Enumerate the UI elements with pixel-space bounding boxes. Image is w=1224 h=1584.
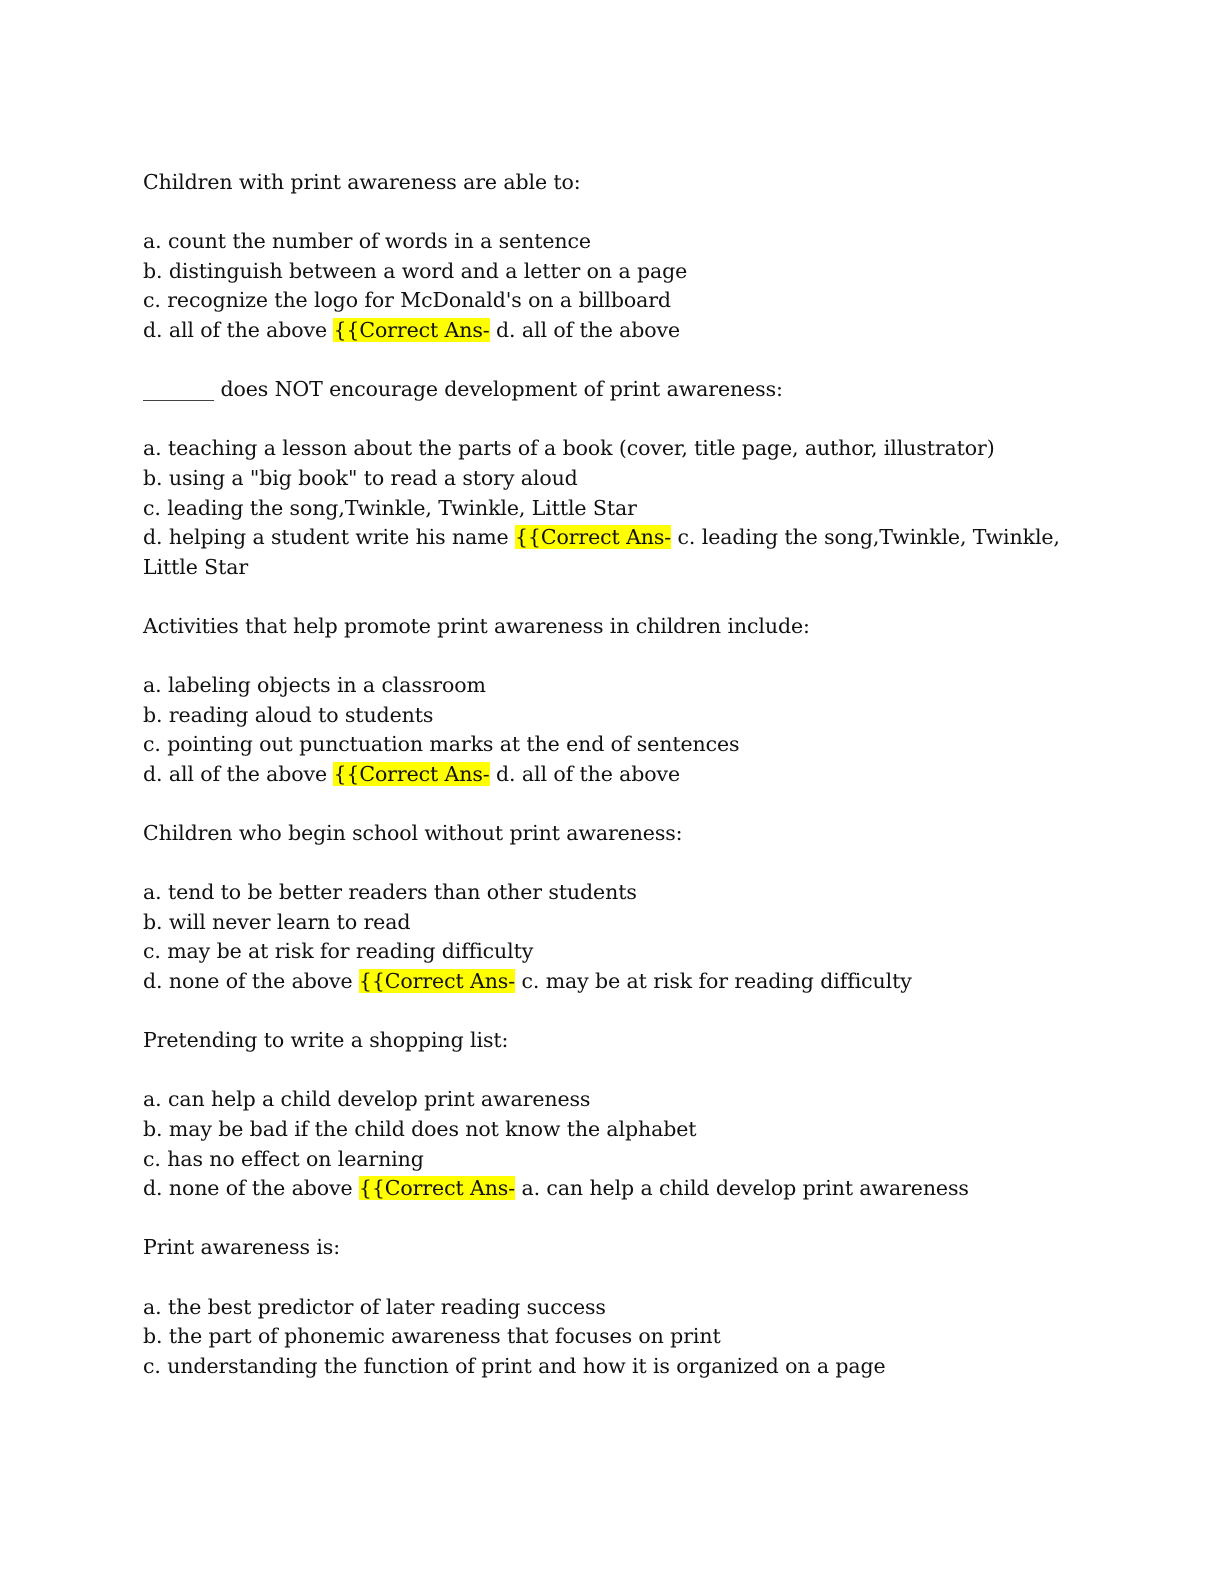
question-block [143, 1233, 1088, 1381]
correct-answer-text: d. all of the above [489, 761, 681, 786]
correct-answer-tag: {{Correct Ans- [514, 525, 672, 550]
correct-answer-tag: {{Correct Ans- [358, 1176, 516, 1201]
options-list [143, 671, 1088, 789]
option-a: a. teaching a lesson about the parts of a book (cover, title page, author, illustrator) [143, 436, 995, 461]
option-d-with-answer [143, 760, 1088, 790]
question-block [143, 612, 1088, 790]
options-list [143, 1293, 1088, 1382]
question-block [143, 819, 1088, 997]
correct-answer-tag: {{Correct Ans- [333, 317, 490, 342]
options-list [143, 1085, 1088, 1203]
option-a: a. count the number of words in a sentence [143, 229, 591, 254]
options-list [143, 227, 1088, 345]
option-c: c. pointing out punctuation marks at the end of sentences [143, 732, 740, 757]
question-text: _______ does NOT encourage development of print awareness: [143, 377, 783, 402]
correct-answer-text: a. can help a child develop print awareness [515, 1176, 969, 1201]
option-d-with-answer [143, 523, 1088, 582]
option-b: b. distinguish between a word and a letter on a page [143, 258, 688, 283]
option-a: a. the best predictor of later reading success [143, 1294, 606, 1319]
option-c: c. understanding the function of print and how it is organized on a page [143, 1353, 886, 1378]
correct-answer-text: c. may be at risk for reading difficulty [515, 969, 912, 994]
question-text: Children with print awareness are able to: [143, 170, 581, 194]
option-b: b. using a "big book" to read a story aloud [143, 465, 578, 490]
question-block [143, 375, 1088, 582]
option-c: c. leading the song,Twinkle, Twinkle, Little Star [143, 495, 637, 520]
option-c: c. recognize the logo for McDonald's on a billboard [143, 288, 671, 313]
option-d: d. all of the above [143, 317, 328, 342]
option-d: d. helping a student write his name [143, 525, 509, 550]
option-d: d. none of the above [143, 1176, 353, 1201]
option-c: c. may be at risk for reading difficulty [143, 939, 534, 964]
correct-answer-tag: {{Correct Ans- [333, 761, 490, 786]
option-d: d. all of the above [143, 761, 328, 786]
option-d-with-answer [143, 316, 1088, 346]
document-page [143, 168, 1088, 1411]
question-block [143, 168, 1088, 346]
correct-answer-tag: {{Correct Ans- [358, 969, 516, 994]
option-a: a. labeling objects in a classroom [143, 673, 486, 698]
question-text: Print awareness is: [143, 1235, 341, 1260]
option-b: b. the part of phonemic awareness that focuses on print [143, 1324, 721, 1349]
option-a: a. tend to be better readers than other students [143, 880, 637, 905]
option-b: b. may be bad if the child does not know the alphabet [143, 1117, 697, 1141]
option-d-with-answer [143, 967, 1088, 997]
option-a: a. can help a child develop print awareness [143, 1087, 591, 1112]
options-list [143, 878, 1088, 996]
question-text: Pretending to write a shopping list: [143, 1028, 509, 1053]
options-list [143, 434, 1088, 582]
correct-answer-text: d. all of the above [489, 317, 681, 342]
option-d-with-answer [143, 1174, 1088, 1204]
option-d: d. none of the above [143, 969, 353, 994]
option-c: c. has no effect on learning [143, 1146, 424, 1171]
question-text: Activities that help promote print awareness in children include: [143, 613, 810, 638]
correct-answer-text: c. leading the song,Twinkle, Twinkle, Little Star [143, 525, 1060, 579]
option-b: b. will never learn to read [143, 909, 411, 934]
option-b: b. reading aloud to students [143, 702, 434, 727]
question-text: Children who begin school without print awareness: [143, 821, 683, 846]
question-block [143, 1026, 1088, 1204]
